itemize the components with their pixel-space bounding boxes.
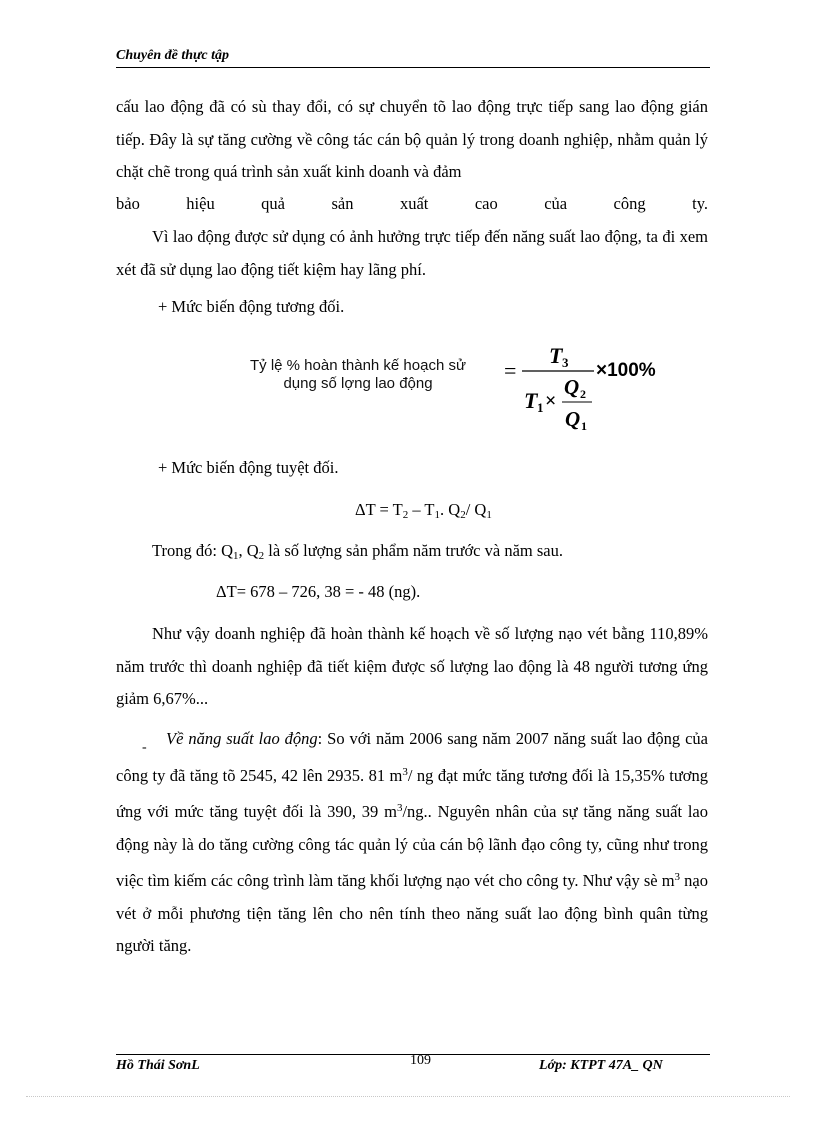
- q2-sub: 2: [258, 550, 265, 562]
- paragraph-4-text-b: / ng đạt mức tăng tương đối là 15,35% tương ứng với mức tăng tuyệt đối là 390, 39 m: [116, 765, 708, 821]
- paragraph-4-text-a: : So với năm 2006 sang năm 2007 năng suất lao động của công ty đã tăng tõ 2545, 42 lên 2935. 81 m: [116, 729, 708, 785]
- dot-q-part: . Q: [440, 500, 461, 519]
- paragraph-4-text-c: /ng.. Nguyên nhân của sự tăng năng suất lao động này là do tăng cường công tác quản lý của cán bộ lãnh đạo công ty, cũng như trong việc tìm kiếm các công trình làm tăng khối lượng nạo vét cho công ty. Như vậy sè m: [116, 802, 708, 890]
- t2-subscript: 2: [402, 509, 409, 521]
- paragraph-1-last-line: bảo hiệu quả sản xuất cao của công ty.: [116, 194, 708, 213]
- minus-t-part: – T: [408, 500, 435, 519]
- paragraph-4: [116, 723, 708, 963]
- where-text-a: Trong đó: Q: [152, 541, 233, 560]
- paragraph-4-text-d: nạo vét ở mỗi phương tiện tăng lên cho nên tính theo năng suất lao động bình quân từng người tăng.: [116, 871, 709, 955]
- page-number: 109: [410, 1053, 431, 1068]
- footer-author: Hồ Thái SơnL: [116, 1058, 200, 1073]
- t1-symbol: T: [524, 388, 538, 413]
- where-line: [152, 541, 563, 562]
- relative-change-heading: + Mức biến động tương đối.: [158, 297, 345, 316]
- delta-t-part: ΔT = T: [355, 500, 403, 519]
- formula-label: Tỷ lệ % hoàn thành kế hoạch sử dụng số lợng lao động: [250, 357, 466, 392]
- page-edge-dotted-line: [26, 1096, 790, 1097]
- t3-symbol: T: [549, 343, 563, 368]
- where-text-c: là số lượng sản phẩm năm trước và năm sau.: [264, 541, 563, 560]
- t1-subscript: 1: [537, 400, 544, 415]
- t3-subscript: 3: [562, 355, 569, 370]
- calculation-line: ΔT= 678 – 726, 38 = - 48 (ng).: [216, 582, 421, 601]
- superscript-3b: 3: [396, 802, 403, 814]
- q1-subscript: 1: [581, 419, 587, 433]
- slash-q-part: / Q: [465, 500, 487, 519]
- paragraph-1: cấu lao động đã có sù thay đổi, có sự chuyển tõ lao động trực tiếp sang lao động gián tiếp. Đây là sự tăng cường về công tác cán bộ quản lý trong doanh nghiệp, nhằm quản lý chặt chẽ trong quá trình sản xuất kinh doanh và đảm: [116, 97, 708, 181]
- bullet-dash: -: [142, 740, 147, 755]
- formula-fraction: [500, 336, 690, 436]
- header-title: Chuyên đề thực tập: [116, 48, 230, 63]
- q1-sub: 1: [233, 550, 239, 562]
- equals-sign: =: [504, 358, 517, 383]
- q1-symbol: Q: [565, 407, 581, 431]
- paragraph-4-lead: Về năng suất lao động: [166, 729, 318, 748]
- q2-symbol: Q: [564, 375, 580, 399]
- header-rule: [116, 67, 710, 68]
- q2-subscript: 2: [460, 509, 466, 521]
- absolute-change-heading: + Mức biến động tuyệt đối.: [158, 458, 339, 477]
- footer-class: Lớp: KTPT 47A_ QN: [539, 1058, 663, 1073]
- superscript-3c: 3: [674, 871, 681, 883]
- q1-subscript: 1: [486, 509, 492, 521]
- superscript-3a: 3: [402, 765, 408, 778]
- paragraph-2: Vì lao động được sử dụng có ảnh hưởng trực tiếp đến năng suất lao động, ta đi xem xét đã sử dụng lao động tiết kiệm hay lãng phí.: [116, 227, 708, 279]
- times-sign: ×: [545, 390, 557, 412]
- delta-t-formula: [355, 500, 492, 521]
- q2-subscript: 2: [580, 387, 586, 401]
- times-100-percent: ×100%: [596, 360, 656, 381]
- t1-subscript: 1: [434, 509, 441, 521]
- paragraph-3: Như vậy doanh nghiệp đã hoàn thành kế hoạch về số lượng nạo vét bằng 110,89% năm trước thì doanh nghiệp đã tiết kiệm được số lượng lao động là 48 người tương ứng giảm 6,67%...: [116, 624, 708, 708]
- where-text-b: , Q: [238, 541, 259, 560]
